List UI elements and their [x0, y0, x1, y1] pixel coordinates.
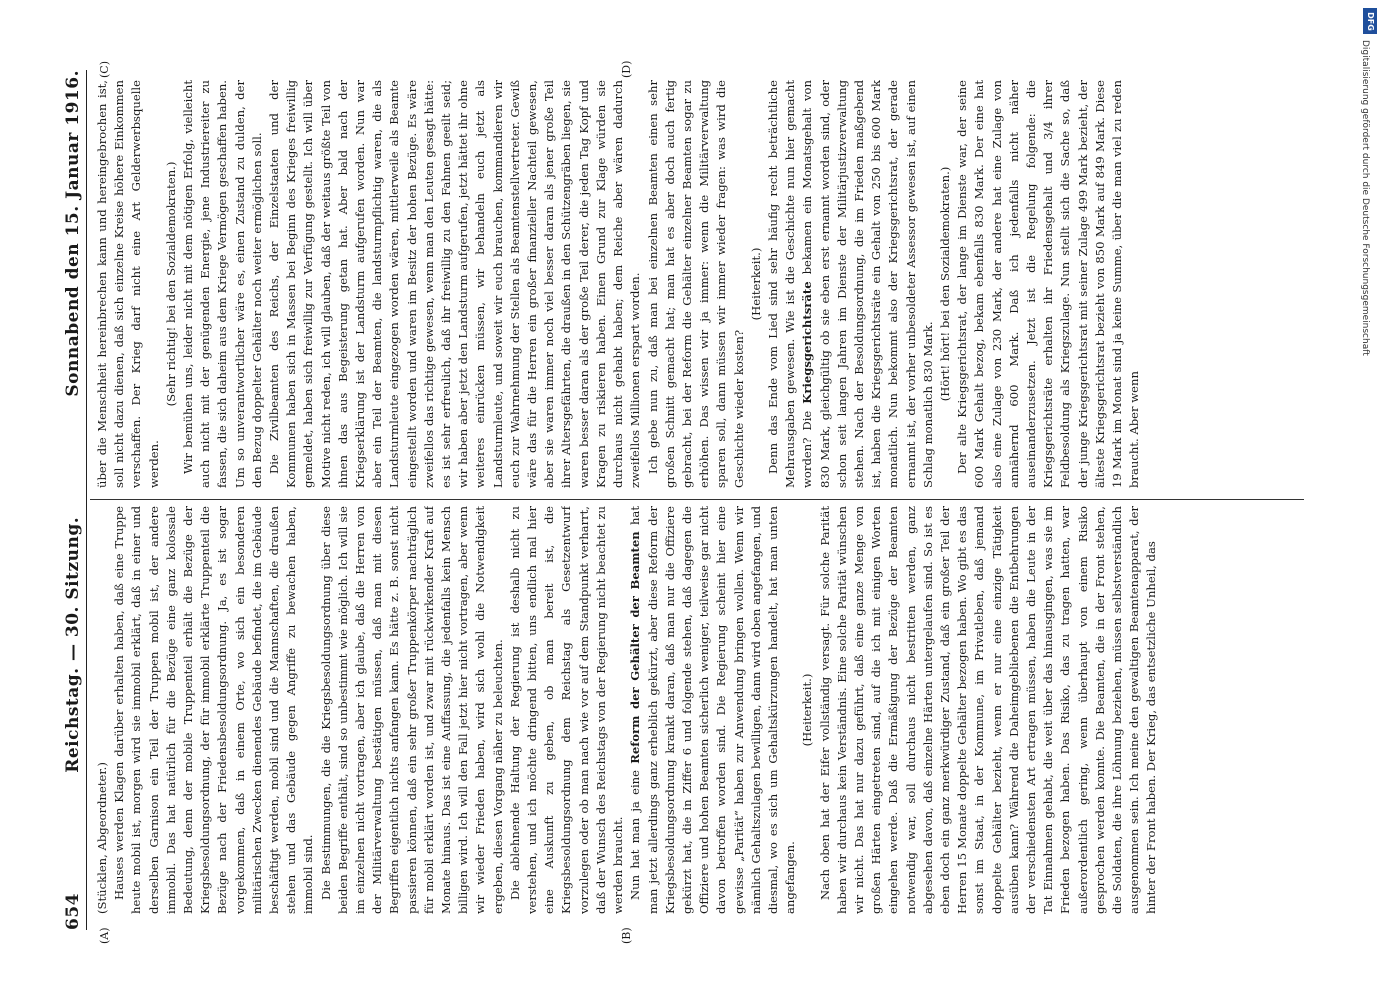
bold-phrase: Kriegsgerichtsräte	[800, 281, 815, 404]
page-number: 654	[63, 893, 83, 930]
digitization-credit-text: Digitalisierung gefördert durch die Deutsche Forschungsgemeinschaft	[1360, 40, 1370, 356]
paragraph: Die Bestimmungen, die die Kriegsbesoldungsordnung über diese beiden Begriffe enthält, sind so unbestimmt wie möglich. Ich will sie im einzelnen nicht vortragen, aber ich glaube, daß die Herren von der Militärverwaltung bestätigen müssen, daß man mit diesen Begriffen eigentlich nichts anfangen kann. Es hätte z. B. sonst nicht passieren können, daß ein sehr großer Truppenkörper nachträglich für mobil erklärt worden ist, und zwar mit rückwirkender Kraft auf Monate hinaus. Das ist eine Auffassung, die jedenfalls kein Mensch billigen wird. Ich will den Fall jetzt hier nicht vortragen, aber wenn wir wieder Frieden haben, wird sich wohl die Notwendigkeit ergeben, diesen Vorgang näher zu beleuchten.	[318, 506, 505, 914]
scanned-page	[60, 60, 1310, 944]
paragraph: Die ablehnende Haltung der Regierung ist deshalb nicht zu verstehen, und ich möchte dringend bitten, uns endlich mal hier eine Auskunft zu geben, ob man bereit ist, die Kriegsbesoldungsordnung dem Reichstag als Gesetzentwurf vorzulegen oder ob man nach wie vor auf dem Standpunkt verharrt, daß der Wunsch des Reichstags von der Regierung nicht beachtet zu werden braucht.	[507, 506, 626, 914]
session-title: Reichstag. — 30. Sitzung.	[63, 516, 83, 773]
margin-marker-c: (C)	[98, 61, 111, 78]
column-divider	[90, 499, 1304, 500]
paragraph: Die Zivilbeamten des Reichs, der Einzelstaaten und der Kommunen haben sich in Massen bei Beginn des Krieges freiwillig gemeldet, haben sich freiwillig zur Verfügung gestellt. Ich will über Motive nicht reden, ich will glauben, daß der weitaus größte Teil von ihnen das aus Begeisterung getan hat. Aber bald nach der Kriegserklärung ist der Landsturm aufgerufen worden. Nun war aber ein Teil der Beamten, die landsturmpflichtig waren, die als Landsturmleute eingezogen worden wären, mittlerweile als Beamte eingestellt worden und waren im Besitz der hohen Bezüge. Es wäre zweifellos das richtige gewesen, wenn man den Leuten gesagt hätte: es ist sehr erfreulich, daß ihr freiwillig zu den Fahnen geeilt seid; wir haben aber jetzt den Landsturm aufgerufen, jetzt hättet ihr ohne weiteres einrücken müssen, wir behandeln euch jetzt als Landsturmleute, und soweit wir euch brauchen, kommandieren wir euch zur Wahrnehmung der Stellen als Beamtenstellvertreter. Gewiß wäre das für die Herren ein großer finanzieller Nachteil gewesen, aber sie waren immer noch viel besser daran als jener große Teil ihrer Altersgefährten, die draußen in den Schützengräben liegen, sie waren besser daran als der große Teil derer, die jeden Tag Kopf und Kragen zu riskieren haben. Einen Grund zur Klage würden sie durchaus nicht gehabt haben; dem Reiche aber wären dadurch zweifellos Millionen erspart worden.	[267, 80, 643, 488]
margin-marker-a: (A)	[98, 927, 111, 944]
interjection: (Heiterkeit.)	[748, 247, 763, 321]
text-run: bekamen ein Monatsgehalt von 830 Mark, gleichgültig ob sie eben erst ernannt worden sind, oder schon seit langen Jahren im Dienste der Militärjustizverwaltung stehen. Nach der Besoldungsordnung, die im Frieden maßgebend ist, haben die Kriegsgerichtsräte ein Gehalt von 250 bis 600 Mark monatlich. Nun bekommt also der Kriegsgerichtsrat, der gerade ernannt ist, der vorher unbesoldeter Assessor gewesen ist, auf einen Schlag monatlich 830 Mark.	[800, 80, 935, 488]
paragraph: Nach oben hat der Eifer vollständig versagt. Für solche Parität haben wir durchaus kein Verständnis. Eine solche Parität wünschen wir nicht. Das hat nur dazu geführt, daß eine ganze Menge von großen Härten eingetreten sind, auf die ich mit einigen Worten eingehen werde. Daß die Ermäßigung der Bezüge der Beamten notwendig war, soll durchaus nicht bestritten werden, ganz abgesehen davon, daß einzelne Härten untergelaufen sind. So ist es eben doch ein ganz merkwürdiger Zustand, daß ein großer Teil der Herren 15 Monate doppelte Gehälter bezogen haben. Wo gibt es das sonst im Staat, in der Kommune, im Privatleben, daß jemand doppelte Gehälter bezieht, wenn er nur eine einzige Tätigkeit ausüben kann? Während die Daheimgebliebenen die Entbehrungen der verschiedensten Art ertragen müssen, haben die Leute in der Tat Einnahmen gehabt, die weit über das hinausgingen, was sie im Frieden bezogen haben. Das Risiko, das zu tragen hatten, war außerordentlich gering, wenn überhaupt von einem Risiko gesprochen werden konnte. Die Beamten, die in der Front stehen, die Soldaten, die ihre Löhnung beziehen, müssen selbstverständlich ausgenommen sein. Ich meine den gewaltigen Beamtenapparat, der hinter der Front haben. Der Krieg, das entsetzliche Unheil, das	[817, 506, 1159, 914]
dfg-logo	[1363, 8, 1377, 34]
paragraph: über die Menschheit hereinbrechen kann und hereingebrochen ist, soll nicht dazu dienen, daß sich einzelne Kreise höhere Einkommen verschaffen. Der Krieg darf nicht eine Art Gelderwerbsquelle werden.	[95, 80, 161, 488]
interjection: (Hört! hört! bei den Sozialdemokraten.)	[937, 166, 952, 402]
dfg-logo-text: DFG	[1365, 11, 1375, 31]
session-date: Sonnabend den 15. Januar 1916.	[63, 70, 83, 397]
margin-marker-b: (B)	[620, 927, 633, 944]
paragraph: Der alte Kriegsgerichtsrat, der lange im Dienste war, der seine 600 Mark Gehalt bezog, bekam ebenfalls 830 Mark. Der eine hat also eine Zulage von 230 Mark, der andere hat eine Zulage von annähernd 600 Mark. Daß ich jedenfalls nicht näher auseinanderzusetzen. Jetzt ist die Regelung folgende: die Kriegsgerichtsräte erhalten ihr Friedensgehalt und 3/4 ihrer Feldbesoldung als Kriegszulage. Nun stellt sich die Sache so, daß der junge Kriegsgerichtsrat mit seiner Zulage 499 Mark bezieht, der älteste Kriegsgerichtsrat bezieht von 850 Mark auf 849 Mark. Diese 19 Mark im Monat sind ja keine Summe, über die man viel zu reden braucht. Aber wenn	[955, 80, 1142, 488]
right-column	[94, 80, 1304, 488]
text-run: Denn das Ende vom Lied sind sehr häufig recht beträchtliche Mehrausgaben gewesen. Wie ist die Geschichte nun hier gemacht worden? Die	[765, 80, 815, 488]
paragraph	[765, 80, 937, 488]
paragraph: Hauses werden Klagen darüber erhalten haben, daß eine Truppe heute mobil ist, morgen wird sie immobil erklärt, daß in einer und derselben Garnison ein Teil der Truppen mobil ist, der andere immobil. Das hat natürlich für die Bezüge eine ganz kolossale Bedeutung, denn der mobile Truppenteil erhält die Bezüge der Kriegsbesoldungsordnung, der für immobil erklärte Truppenteil die Bezüge nach der Friedensbesoldungsordnung. Ja, es ist sogar vorgekommen, daß in einem Orte, wo sich ein besonderen militärischen Zwecken dienendes Gebäude befindet, die im Gebäude beschäftigt werden, mobil sind und die Mannschaften, die draußen stehen und das Gebäude gegen Angriffe zu bewachen haben, immobil sind.	[112, 506, 316, 914]
bold-phrase: Reform der Gehälter der Beamten	[628, 531, 643, 764]
left-column	[94, 506, 1304, 914]
paragraph	[627, 506, 799, 914]
paragraph: Ich gebe nun zu, daß man bei einzelnen Beamten einen sehr großen Schnitt gemacht hat; man hat es aber doch auch fertig gebracht, bei der Reform die Gehälter einzelner Beamten sogar zu erhöhen. Das wissen wir ja immer: wenn die Militärverwaltung sparen soll, dann müssen wir immer wieder fragen: was wird die Geschichte wieder kosten?	[645, 80, 746, 488]
margin-marker-d: (D)	[620, 60, 633, 78]
interjection: (Sehr richtig! bei den Sozialdemokraten.)	[163, 161, 178, 407]
interjection: (Heiterkeit.)	[800, 673, 815, 747]
text-run: hat man jetzt allerdings ganz erheblich gekürzt, aber diese Reform der Kriegsbesoldungsordnung krankt daran, daß man nur die Offiziere gekürzt hat, die in Ziffer 6 und folgende stehen, daß dagegen die Offiziere und hohen Beamten sicherlich weniger, teilweise gar nicht davon betroffen worden sind. Die Regierung scheint hier eine gewisse „Parität“ haben zur Anwendung bringen wollen. Wenn wir nämlich Gehaltszulagen bewilligen, dann wird oben angefangen, und diesmal, wo es sich um Gehaltskürzungen handelt, hat man unten angefangen.	[628, 506, 798, 914]
text-run: Nun hat man ja eine	[628, 763, 643, 900]
page-header	[60, 70, 87, 930]
speaker-label: (Stücklen, Abgeordneter.)	[95, 762, 109, 914]
paragraph: Wir bemühen uns, leider nicht mit dem nötigen Erfolg, vielleicht auch nicht mit der genügenden Energie, jene Industriereiter zu fassen, die sich daheim aus dem Kriege Vermögen geschaffen haben. Um so unverantwortlicher wäre es, einen Zustand zu dulden, der den Bezug doppelter Gehälter noch weiter ermöglichen soll.	[181, 80, 264, 488]
rotated-page-content	[60, 60, 1310, 944]
